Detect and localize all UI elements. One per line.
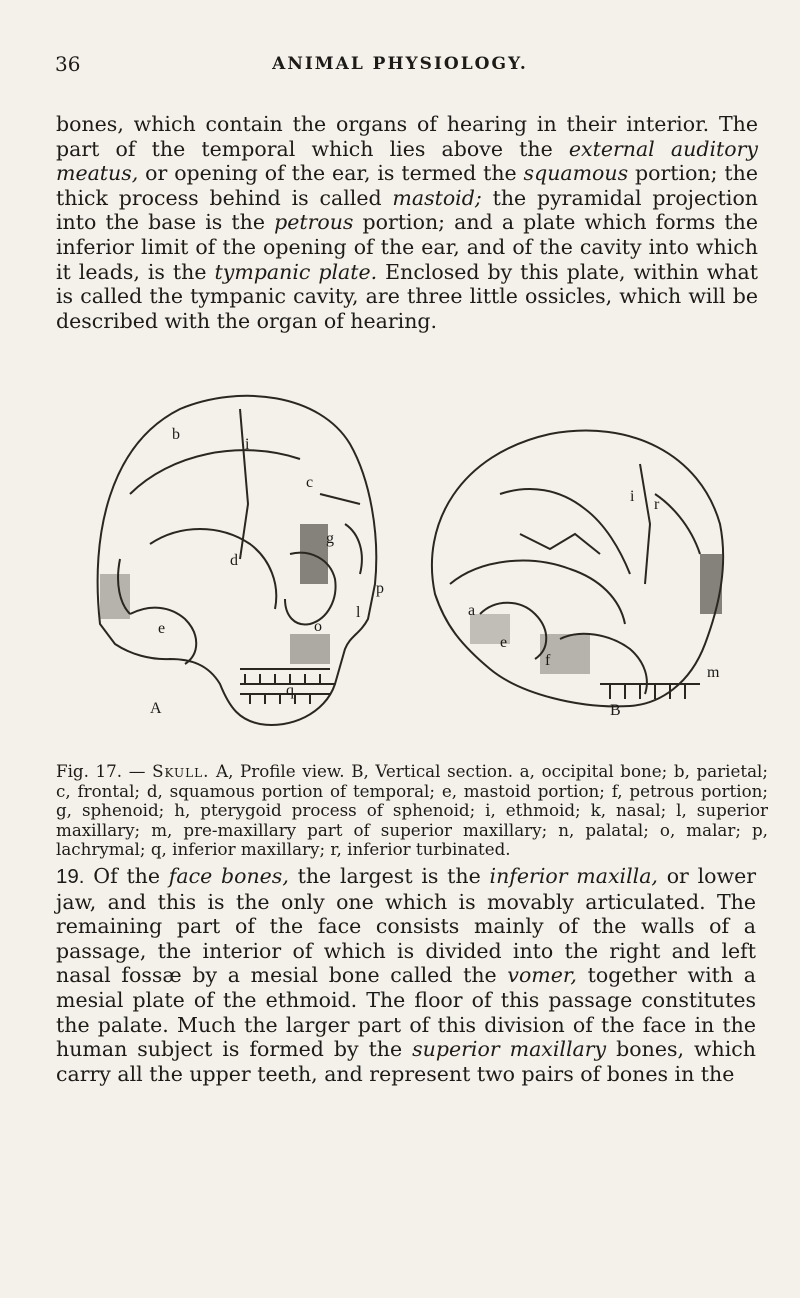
term-petrous: petrous: [274, 210, 354, 235]
label-a-c: c: [306, 474, 314, 491]
label-a-g: g: [326, 530, 334, 547]
term-tympanic-plate: tympanic plate.: [214, 259, 378, 284]
skull-figure: [90, 384, 730, 736]
label-a-i: i: [245, 436, 250, 453]
running-title: ANIMAL PHYSIOLOGY.: [272, 54, 528, 74]
text-run: portion; and a plate which forms the inferior limit of the opening of the ear, and of the cavity into which it leads, is the: [56, 210, 758, 284]
label-a-p: p: [376, 580, 384, 597]
section-number: 19.: [56, 865, 85, 888]
term-mastoid: mastoid;: [392, 185, 482, 210]
view-a-label: A: [150, 700, 162, 717]
label-a-o: o: [314, 618, 322, 635]
page-number: 36: [55, 52, 81, 76]
term-external-auditory-meatus: external auditory meatus,: [56, 136, 758, 186]
label-b-r: r: [654, 496, 660, 513]
text-run: Of the: [84, 864, 169, 888]
text-run: bones, which carry all the upper teeth, and represent two pairs of bones in the: [56, 1037, 756, 1086]
text-run: portion; the thick process behind is called: [56, 161, 758, 210]
text-run: bones, which contain the organs of hearing in their interior. The part of the temporal which lies above the: [56, 112, 758, 161]
term-vomer: vomer,: [507, 963, 577, 988]
caption-body: A, Profile view. B, Vertical section. a, occipital bone; b, parietal; c, frontal; d, squamous portion of temporal; e, mastoid portion; f, petrous portion; g, sphenoid; h, pterygoid process of sphenoid; i, ethmoid; k, nasal; l, superior maxillary; m, pre-maxillary part of superior maxillary; n, palatal; o, malar; p, lachrymal; q, inferior maxillary; r, inferior turbinated.: [56, 761, 768, 860]
label-b-e: e: [500, 634, 508, 651]
text-run: the pyramidal projection into the base is the: [56, 185, 758, 235]
text-run: or opening of the ear, is termed the: [138, 161, 524, 186]
figure-number: Fig. 17. —: [56, 761, 146, 781]
term-face-bones: face bones,: [168, 864, 289, 888]
skull-profile-illustration: [90, 384, 390, 734]
label-a-l: l: [356, 604, 361, 621]
label-a-e: e: [158, 620, 166, 637]
figure-caption: [56, 762, 768, 860]
text-run: together with a mesial plate of the ethmoid. The floor of this passage constitutes the palate. Much the larger part of this division of the face in the human subject is formed by the: [56, 963, 756, 1062]
text-run: Enclosed by this plate, within what is called the tympanic cavity, are three little ossicles, which will be described with the organ of hearing.: [56, 259, 758, 333]
figure-title: Skull.: [152, 761, 210, 781]
view-b-label: B: [610, 702, 621, 719]
skull-section-illustration: [400, 384, 730, 734]
term-superior-maxillary: superior maxillary: [412, 1037, 607, 1062]
label-a-d: d: [230, 552, 238, 569]
label-a-b: b: [172, 426, 180, 443]
text-run: or lower jaw, and this is the only one which is movably articulated. The remaining part of the face consists mainly of the walls of a passage, the interior of which is divided into the right and left nasal fossæ by a mesial bone called the: [56, 864, 757, 988]
term-inferior-maxilla: inferior maxilla,: [489, 864, 658, 888]
paragraph-face-bones: [56, 864, 756, 1086]
text-run: the largest is the: [288, 864, 490, 888]
label-b-a: a: [468, 602, 476, 619]
label-b-m: m: [707, 664, 720, 681]
term-squamous: squamous: [523, 161, 629, 186]
label-a-q: q: [286, 682, 294, 699]
paragraph-temporal-bone: [56, 112, 758, 333]
label-b-f: f: [545, 652, 551, 669]
label-b-i: i: [630, 488, 635, 505]
page-header: [55, 52, 745, 82]
